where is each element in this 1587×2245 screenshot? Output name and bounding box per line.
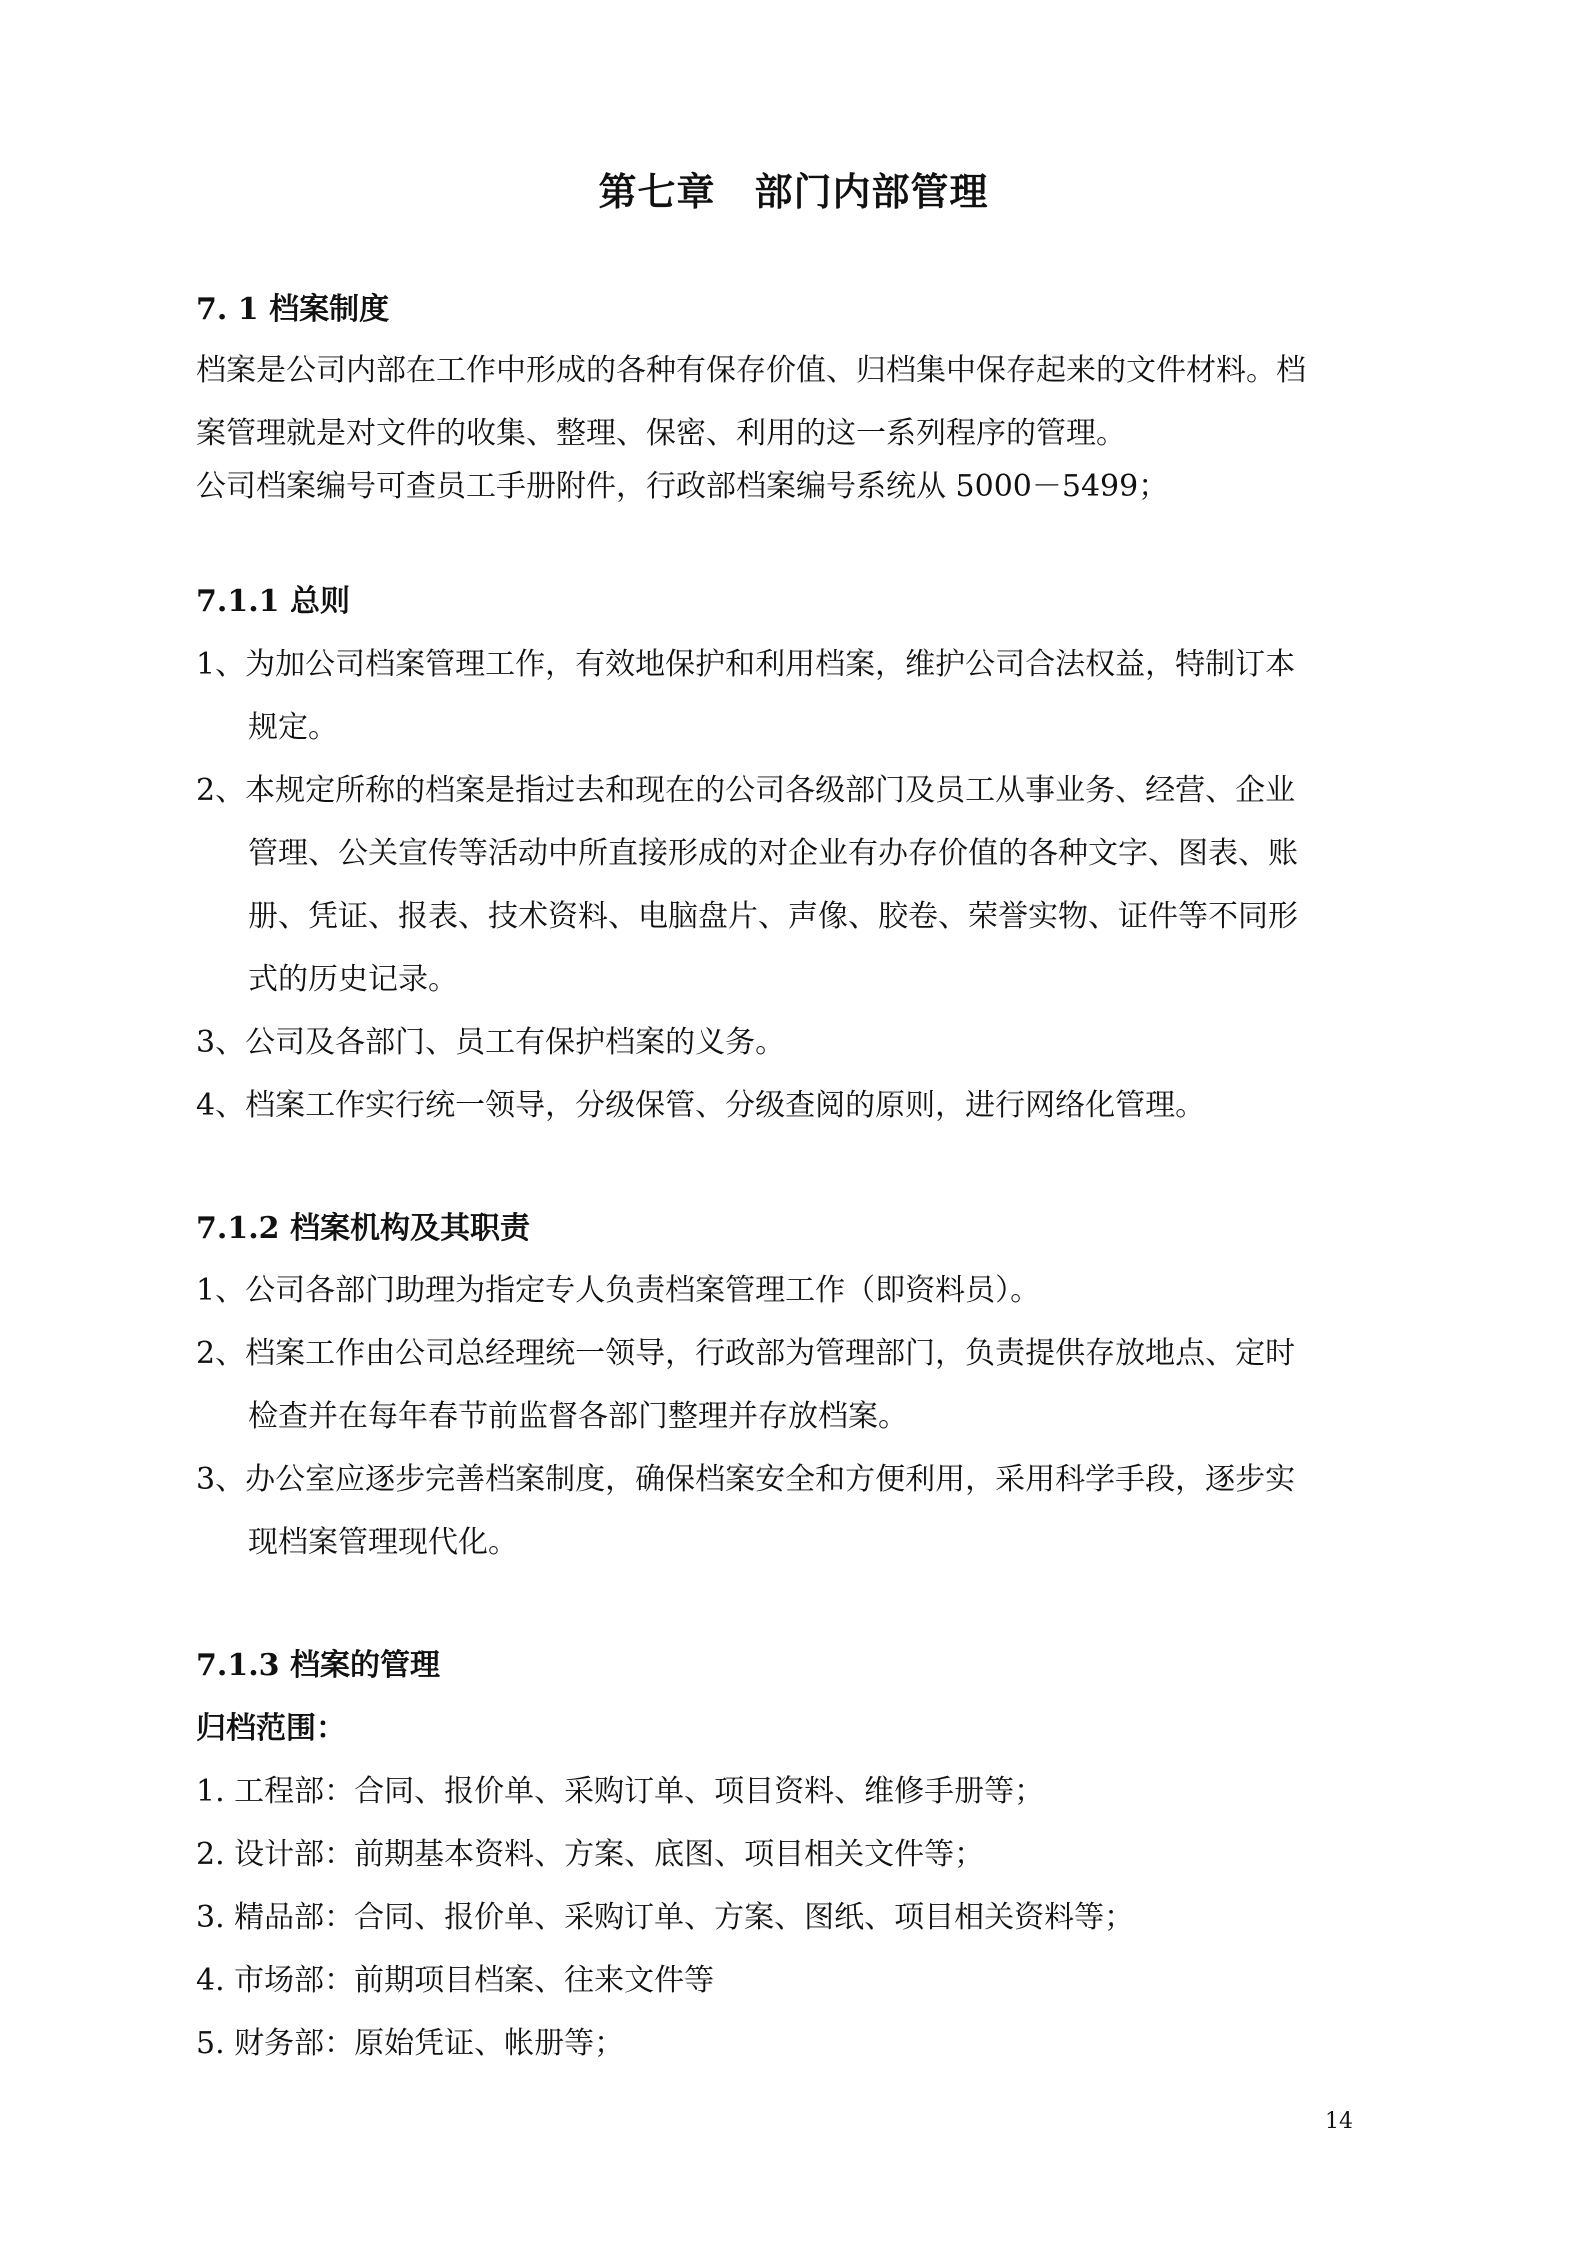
list-item: 1、公司各部门助理为指定专人负责档案管理工作（即资料员）。 xyxy=(196,1273,1041,1308)
list-item: 4. 市场部：前期项目档案、往来文件等 xyxy=(196,1963,715,1998)
list-item: 2、档案工作由公司总经理统一领导，行政部为管理部门，负责提供存放地点、定时 xyxy=(196,1336,1296,1371)
paragraph-line: 案管理就是对文件的收集、整理、保密、利用的这一系列程序的管理。 xyxy=(196,416,1126,451)
subheading-archive-scope: 归档范围： xyxy=(196,1711,346,1746)
list-item: 5. 财务部：原始凭证、帐册等； xyxy=(196,2026,625,2061)
list-item: 2、本规定所称的档案是指过去和现在的公司各级部门及员工从事业务、经营、企业 xyxy=(196,773,1296,808)
paragraph-line: 档案是公司内部在工作中形成的各种有保存价值、归档集中保存起来的文件材料。档 xyxy=(196,353,1306,388)
list-item-continuation: 规定。 xyxy=(248,710,338,745)
list-item-continuation: 式的历史记录。 xyxy=(248,962,458,997)
list-item-continuation: 册、凭证、报表、技术资料、电脑盘片、声像、胶卷、荣誉实物、证件等不同形 xyxy=(248,899,1298,934)
list-item: 4、档案工作实行统一领导，分级保管、分级查阅的原则，进行网络化管理。 xyxy=(196,1088,1206,1123)
list-item: 3、办公室应逐步完善档案制度，确保档案安全和方便利用，采用科学手段，逐步实 xyxy=(196,1462,1296,1497)
section-heading-7-1-3: 7.1.3 档案的管理 xyxy=(196,1648,440,1683)
list-item: 1. 工程部：合同、报价单、采购订单、项目资料、维修手册等； xyxy=(196,1774,1045,1809)
list-item-continuation: 检查并在每年春节前监督各部门整理并存放档案。 xyxy=(248,1399,908,1434)
list-item: 3、公司及各部门、员工有保护档案的义务。 xyxy=(196,1025,786,1060)
page-number: 14 xyxy=(1325,2109,1353,2134)
list-item: 1、为加公司档案管理工作，有效地保护和利用档案，维护公司合法权益，特制订本 xyxy=(196,647,1296,682)
section-heading-7-1: 7. 1 档案制度 xyxy=(196,292,390,327)
section-heading-7-1-1: 7.1.1 总则 xyxy=(196,584,350,619)
list-item-continuation: 管理、公关宣传等活动中所直接形成的对企业有办存价值的各种文字、图表、账 xyxy=(248,836,1298,871)
paragraph-line: 公司档案编号可查员工手册附件，行政部档案编号系统从 5000－5499； xyxy=(196,469,1169,504)
list-item-continuation: 现档案管理现代化。 xyxy=(248,1525,518,1560)
section-heading-7-1-2: 7.1.2 档案机构及其职责 xyxy=(196,1211,530,1246)
list-item: 3. 精品部：合同、报价单、采购订单、方案、图纸、项目相关资料等； xyxy=(196,1900,1135,1935)
chapter-title: 第七章 部门内部管理 xyxy=(598,169,989,214)
list-item: 2. 设计部：前期基本资料、方案、底图、项目相关文件等； xyxy=(196,1837,985,1872)
